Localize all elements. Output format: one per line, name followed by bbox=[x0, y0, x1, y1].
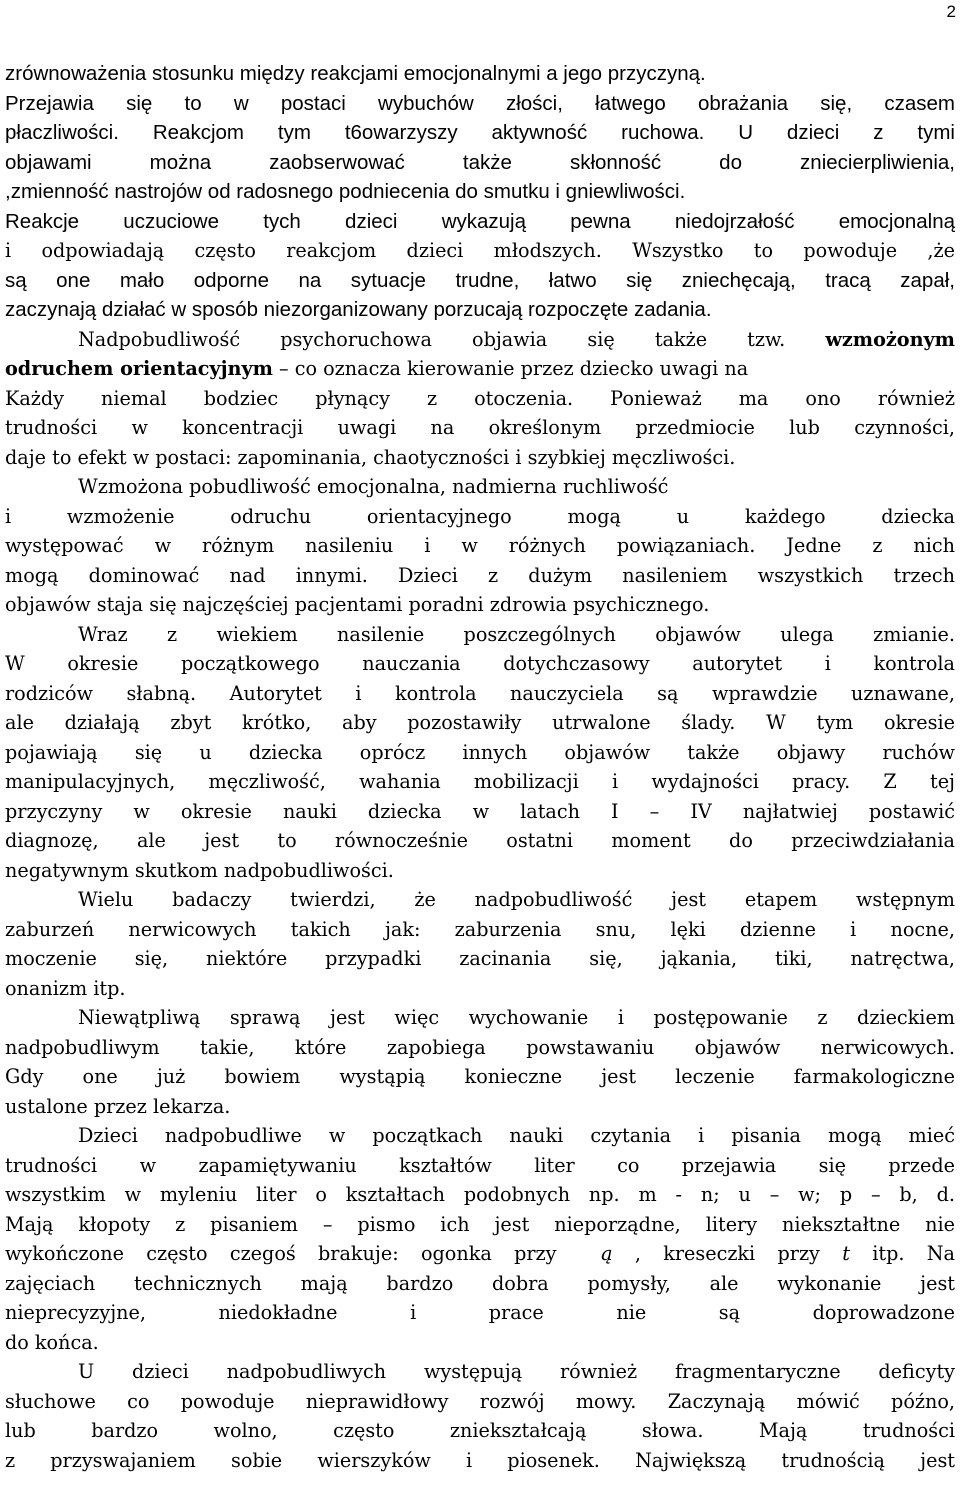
text-line bbox=[5, 325, 955, 355]
text-line: daje to efekt w postaci: zapominania, chaotyczności i szybkiej męczliwości. bbox=[5, 445, 736, 469]
text-line: wszystkim w myleniu liter o kształtach podobnych np. m - n; u – w; p – b, d. bbox=[5, 1183, 955, 1206]
text-line: trudności w zapamiętywaniu kształtów liter co przejawia się przede bbox=[5, 1153, 955, 1177]
text-line: i wzmożenie odruchu orientacyjnego mogą u każdego dziecka bbox=[5, 504, 955, 528]
text-line: objawami można zaobserwować także skłonność do zniecierpliwienia, bbox=[5, 150, 955, 174]
italic-letter: t bbox=[842, 1242, 850, 1265]
text-segment: – co oznacza kierowanie przez dziecko uwagi na bbox=[272, 357, 749, 380]
text-line: słuchowe co powoduje nieprawidłowy rozwój mowy. Zaczynają mówić późno, bbox=[5, 1389, 955, 1413]
text-line: U dzieci nadpobudliwych występują również fragmentaryczne deficyty bbox=[78, 1360, 955, 1383]
text-line: Wielu badaczy twierdzi, że nadpobudliwość jest etapem wstępnym bbox=[78, 888, 955, 911]
text-line: pojawiają się u dziecka oprócz innych objawów także objawy ruchów bbox=[5, 740, 955, 764]
text-line: z przyswajaniem sobie wierszyków i piosenek. Największą trudnością jest bbox=[5, 1448, 955, 1472]
text-line: Przejawia się to w postaci wybuchów złości, łatwego obrażania się, czasem bbox=[5, 91, 955, 115]
text-line: ale działają zbyt krótko, aby pozostawiły utrwalone ślady. W tym okresie bbox=[5, 711, 955, 734]
text-line: diagnozę, ale jest to równocześnie ostatni moment do przeciwdziałania bbox=[5, 829, 955, 852]
text-line: zaburzeń nerwicowych takich jak: zaburzenia snu, lęki dzienne i nocne, bbox=[5, 917, 955, 941]
text-line bbox=[5, 1239, 955, 1269]
text-line: do końca. bbox=[5, 1330, 99, 1354]
text-line: ,zmienność nastrojów od radosnego podniecenia do smutku i gniewliwości. bbox=[5, 180, 686, 203]
bold-term: odruchem orientacyjnym bbox=[5, 357, 273, 380]
text-line: zrównoważenia stosunku między reakcjami emocjonalnymi a jego przyczyną. bbox=[5, 62, 706, 85]
text-line: Wraz z wiekiem nasilenie poszczególnych objawów ulega zmianie. bbox=[78, 622, 955, 646]
document-body bbox=[5, 59, 955, 1475]
text-line: przyczyny w okresie nauki dziecka w latach I – IV najłatwiej postawić bbox=[5, 799, 955, 823]
text-line: objawów staja się najczęściej pacjentami poradni zdrowia psychicznego. bbox=[5, 593, 710, 616]
text-segment: i odpowiadają często reakcjom dzieci młodszych. Wszystko to powoduje ,że bbox=[5, 239, 955, 262]
text-line bbox=[5, 354, 955, 384]
text-line: moczenie się, niektóre przypadki zacinania się, jąkania, tiki, natręctwa, bbox=[5, 947, 955, 970]
text-line: Reakcje uczuciowe tych dzieci wykazują pewna niedojrzałość emocjonalną bbox=[5, 209, 955, 233]
text-segment: wykończone często czegoś brakuje: ogonka przy bbox=[5, 1242, 557, 1265]
text-line: płaczliwości. Reakcjom tym t6owarzyszy aktywność ruchowa. U dzieci z tymi bbox=[5, 121, 955, 144]
text-line: nadpobudliwym takie, które zapobiega powstawaniu objawów nerwicowych. bbox=[5, 1035, 955, 1059]
text-line: mogą dominować nad innymi. Dzieci z dużym nasileniem wszystkich trzech bbox=[5, 563, 955, 587]
text-line: zaczynają działać w sposób niezorganizowany porzucają rozpoczęte zadania. bbox=[5, 298, 712, 321]
text-line: trudności w koncentracji uwagi na określonym przedmiocie lub czynności, bbox=[5, 416, 955, 439]
text-line: Dzieci nadpobudliwe w początkach nauki czytania i pisania mogą mieć bbox=[78, 1124, 955, 1147]
text-line: Niewątpliwą sprawą jest więc wychowanie i postępowanie z dzieckiem bbox=[78, 1006, 955, 1029]
text-line: manipulacyjnych, męczliwość, wahania mobilizacji i wydajności pracy. Z tej bbox=[5, 770, 955, 793]
text-line: onanizm itp. bbox=[5, 976, 126, 1000]
text-segment: Nadpobudliwość psychoruchowa objawia się także tzw. bbox=[78, 327, 786, 351]
page-number: 2 bbox=[946, 2, 956, 21]
text-line: nieprecyzyjne, niedokładne i prace nie są doprowadzone bbox=[5, 1301, 955, 1324]
text-line: Wzmożona pobudliwość emocjonalna, nadmierna ruchliwość bbox=[78, 475, 669, 498]
text-line: lub bardzo wolno, często zniekształcają słowa. Mają trudności bbox=[5, 1419, 955, 1442]
text-line: W okresie początkowego nauczania dotychczasowy autorytet i kontrola bbox=[5, 652, 955, 675]
text-segment: itp. Na bbox=[872, 1242, 955, 1265]
italic-letter: ą bbox=[601, 1242, 613, 1265]
text-line: występować w różnym nasileniu i w różnych powiązaniach. Jedne z nich bbox=[5, 534, 955, 557]
text-line: negatywnym skutkom nadpobudliwości. bbox=[5, 858, 394, 882]
text-segment: , kreseczki przy bbox=[612, 1242, 820, 1265]
text-line: Mają kłopoty z pisaniem – pismo ich jest nieporządne, litery niekształtne nie bbox=[5, 1212, 955, 1236]
bold-term: wzmożonym bbox=[825, 327, 955, 351]
text-line: rodziców słabną. Autorytet i kontrola nauczyciela są wprawdzie uznawane, bbox=[5, 681, 955, 705]
text-line: Każdy niemal bodziec płynący z otoczenia. Ponieważ ma ono również bbox=[5, 386, 955, 410]
text-line: są one mało odporne na sytuacje trudne, łatwo się zniechęcają, tracą zapał, bbox=[5, 268, 955, 292]
text-line bbox=[5, 236, 955, 266]
text-line: Gdy one już bowiem wystąpią konieczne jest leczenie farmakologiczne bbox=[5, 1065, 955, 1088]
text-line: zajęciach technicznych mają bardzo dobra pomysły, ale wykonanie jest bbox=[5, 1271, 955, 1295]
text-line: ustalone przez lekarza. bbox=[5, 1094, 231, 1118]
